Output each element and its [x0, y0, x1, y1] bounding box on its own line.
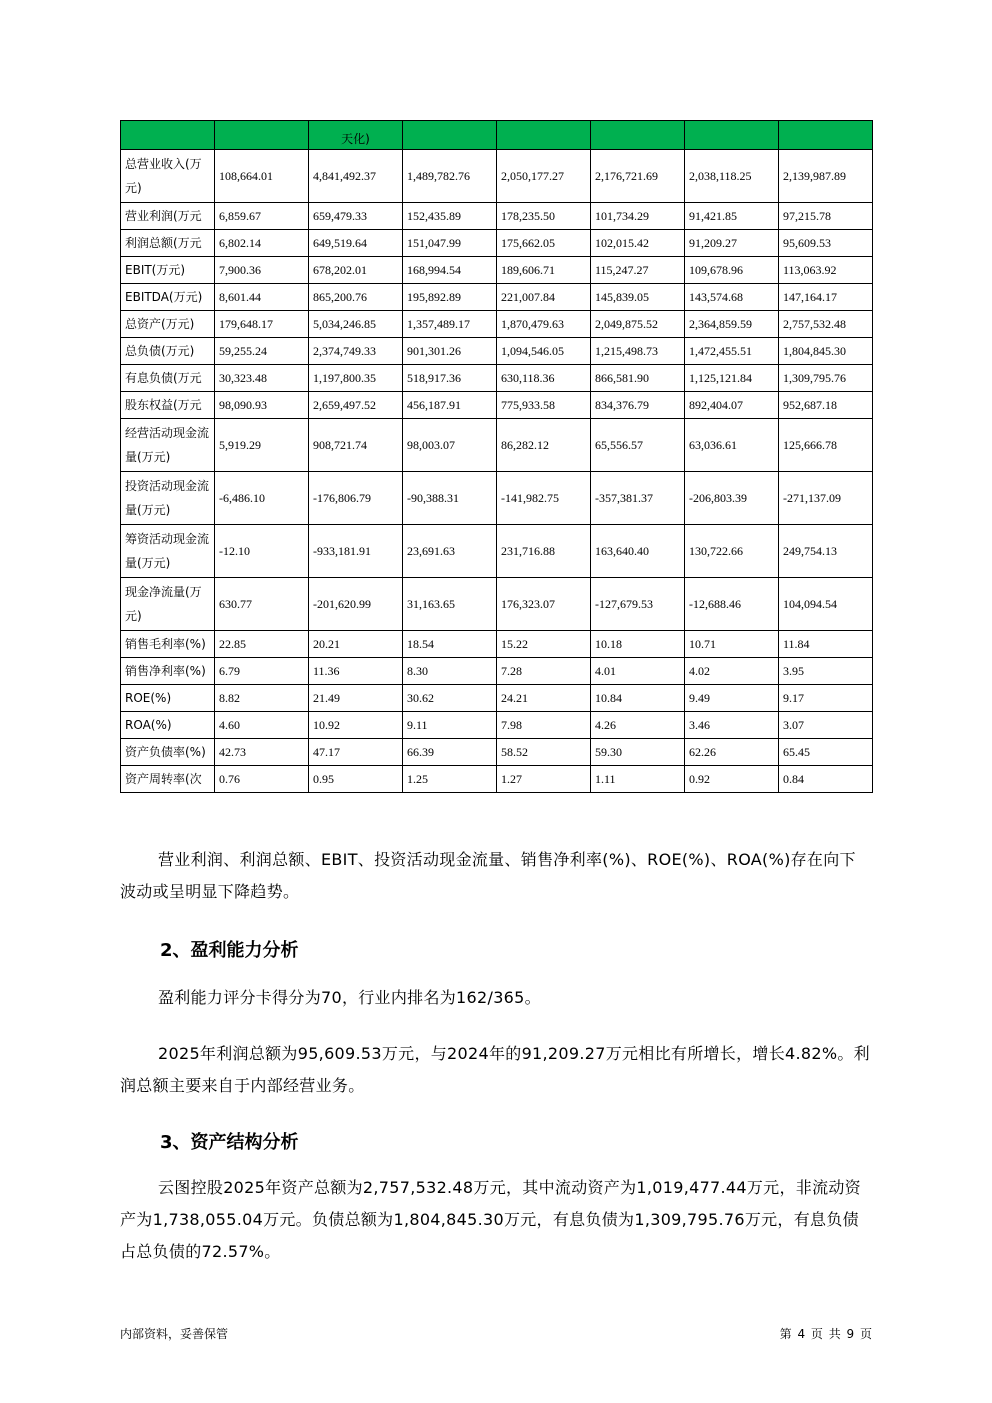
table-cell: 152,435.89: [403, 203, 497, 230]
footer-page-number: 第 4 页 共 9 页: [779, 1327, 872, 1341]
header-cell: [403, 121, 497, 150]
table-cell: 3.07: [779, 712, 873, 739]
table-cell: 4.60: [215, 712, 309, 739]
row-label: EBITDA(万元): [121, 284, 215, 311]
table-cell: 5,919.29: [215, 419, 309, 472]
table-row: [121, 284, 873, 311]
table-cell: 179,648.17: [215, 311, 309, 338]
table-cell: 7.28: [497, 658, 591, 685]
row-label: 销售毛利率(%): [121, 631, 215, 658]
table-cell: 47.17: [309, 739, 403, 766]
table-cell: 2,659,497.52: [309, 392, 403, 419]
table-cell: 649,519.64: [309, 230, 403, 257]
table-cell: 6,859.67: [215, 203, 309, 230]
row-label: 现金净流量(万元): [121, 578, 215, 631]
table-row: [121, 338, 873, 365]
table-cell: 189,606.71: [497, 257, 591, 284]
header-cell: [497, 121, 591, 150]
table-cell: 97,215.78: [779, 203, 873, 230]
table-cell: 2,049,875.52: [591, 311, 685, 338]
table-cell: 1,125,121.84: [685, 365, 779, 392]
table-cell: 62.26: [685, 739, 779, 766]
section-2-paragraph-2: 2025年利润总额为95,609.53万元，与2024年的91,209.27万元相比有所增长，增长4.82%。利润总额主要来自于内部经营业务。: [120, 1044, 870, 1095]
table-cell: 1,094,546.05: [497, 338, 591, 365]
table-cell: 4.01: [591, 658, 685, 685]
table-cell: 66.39: [403, 739, 497, 766]
table-cell: 42.73: [215, 739, 309, 766]
table-cell: 63,036.61: [685, 419, 779, 472]
table-cell: 4,841,492.37: [309, 150, 403, 203]
table-cell: 2,050,177.27: [497, 150, 591, 203]
table-cell: 109,678.96: [685, 257, 779, 284]
table-row: [121, 631, 873, 658]
table-row: [121, 472, 873, 525]
table-cell: 2,374,749.33: [309, 338, 403, 365]
table-cell: 18.54: [403, 631, 497, 658]
table-cell: 659,479.33: [309, 203, 403, 230]
table-cell: 59.30: [591, 739, 685, 766]
table-cell: 151,047.99: [403, 230, 497, 257]
table-cell: -206,803.39: [685, 472, 779, 525]
table-cell: -127,679.53: [591, 578, 685, 631]
table-cell: 115,247.27: [591, 257, 685, 284]
table-row: [121, 365, 873, 392]
table-cell: 15.22: [497, 631, 591, 658]
table-cell: 65,556.57: [591, 419, 685, 472]
table-cell: -357,381.37: [591, 472, 685, 525]
row-label: ROA(%): [121, 712, 215, 739]
table-cell: 98,003.07: [403, 419, 497, 472]
table-cell: 86,282.12: [497, 419, 591, 472]
table-cell: -271,137.09: [779, 472, 873, 525]
table-cell: 178,235.50: [497, 203, 591, 230]
table-cell: 3.46: [685, 712, 779, 739]
table-cell: -12,688.46: [685, 578, 779, 631]
table-cell: 24.21: [497, 685, 591, 712]
row-label: 有息负债(万元: [121, 365, 215, 392]
table-cell: 101,734.29: [591, 203, 685, 230]
row-label: 经营活动现金流量(万元): [121, 419, 215, 472]
table-cell: 8.82: [215, 685, 309, 712]
table-cell: 21.49: [309, 685, 403, 712]
table-cell: 11.84: [779, 631, 873, 658]
table-cell: 175,662.05: [497, 230, 591, 257]
row-label: ROE(%): [121, 685, 215, 712]
table-row: [121, 525, 873, 578]
table-cell: 901,301.26: [403, 338, 497, 365]
table-cell: 168,994.54: [403, 257, 497, 284]
table-cell: 176,323.07: [497, 578, 591, 631]
table-cell: 2,139,987.89: [779, 150, 873, 203]
table-cell: 1,309,795.76: [779, 365, 873, 392]
table-cell: 249,754.13: [779, 525, 873, 578]
table-row: [121, 230, 873, 257]
table-cell: 59,255.24: [215, 338, 309, 365]
table-cell: 866,581.90: [591, 365, 685, 392]
table-cell: -933,181.91: [309, 525, 403, 578]
table-row: [121, 739, 873, 766]
table-cell: 163,640.40: [591, 525, 685, 578]
table-cell: 4.26: [591, 712, 685, 739]
table-cell: 1,215,498.73: [591, 338, 685, 365]
table-cell: 1,804,845.30: [779, 338, 873, 365]
table-cell: 1.25: [403, 766, 497, 793]
table-row: [121, 311, 873, 338]
table-cell: 0.76: [215, 766, 309, 793]
table-cell: 125,666.78: [779, 419, 873, 472]
table-cell: 908,721.74: [309, 419, 403, 472]
row-label: 筹资活动现金流量(万元): [121, 525, 215, 578]
table-cell: 22.85: [215, 631, 309, 658]
row-label: 股东权益(万元: [121, 392, 215, 419]
table-cell: 10.71: [685, 631, 779, 658]
table-cell: 104,094.54: [779, 578, 873, 631]
table-cell: 6.79: [215, 658, 309, 685]
table-cell: 9.17: [779, 685, 873, 712]
summary-paragraph: 营业利润、利润总额、EBIT、投资活动现金流量、销售净利率(%)、ROE(%)、ROA(%)存在向下波动或呈明显下降趋势。: [120, 850, 856, 901]
table-cell: 108,664.01: [215, 150, 309, 203]
row-label: 营业利润(万元: [121, 203, 215, 230]
table-cell: 5,034,246.85: [309, 311, 403, 338]
row-label: 投资活动现金流量(万元): [121, 472, 215, 525]
header-cell: [591, 121, 685, 150]
table-cell: 91,421.85: [685, 203, 779, 230]
table-cell: 147,164.17: [779, 284, 873, 311]
table-cell: 456,187.91: [403, 392, 497, 419]
table-row: [121, 419, 873, 472]
table-cell: 0.84: [779, 766, 873, 793]
table-cell: 20.21: [309, 631, 403, 658]
table-row: [121, 257, 873, 284]
table-cell: 8.30: [403, 658, 497, 685]
section-2-paragraph-1: 盈利能力评分卡得分为70，行业内排名为162/365。: [158, 988, 541, 1007]
section-3-paragraph-1: 云图控股2025年资产总额为2,757,532.48万元，其中流动资产为1,019,477.44万元，非流动资产为1,738,055.04万元。负债总额为1,804,845.30万元，有息负债为1,309,795.76万元，有息负债占总负债的72.57%。: [120, 1178, 861, 1261]
header-cell: [685, 121, 779, 150]
table-cell: 10.84: [591, 685, 685, 712]
table-cell: 865,200.76: [309, 284, 403, 311]
table-row: [121, 712, 873, 739]
header-cell: [779, 121, 873, 150]
header-cell: [121, 121, 215, 150]
table-row: [121, 766, 873, 793]
table-cell: 30.62: [403, 685, 497, 712]
table-cell: 65.45: [779, 739, 873, 766]
table-cell: 2,757,532.48: [779, 311, 873, 338]
table-row: [121, 203, 873, 230]
table-cell: 195,892.89: [403, 284, 497, 311]
table-cell: 4.02: [685, 658, 779, 685]
row-label: 总负债(万元): [121, 338, 215, 365]
table-cell: 31,163.65: [403, 578, 497, 631]
row-label: EBIT(万元): [121, 257, 215, 284]
table-cell: 10.18: [591, 631, 685, 658]
table-cell: 231,716.88: [497, 525, 591, 578]
table-cell: 9.49: [685, 685, 779, 712]
footer-confidential-note: 内部资料，妥善保管: [120, 1327, 229, 1341]
row-label: 利润总额(万元: [121, 230, 215, 257]
row-label: 资产负债率(%): [121, 739, 215, 766]
table-cell: 2,364,859.59: [685, 311, 779, 338]
table-cell: 2,038,118.25: [685, 150, 779, 203]
section-2-heading: 2、盈利能力分析: [160, 940, 299, 961]
table-row: [121, 392, 873, 419]
table-cell: 1,489,782.76: [403, 150, 497, 203]
table-cell: -90,388.31: [403, 472, 497, 525]
table-cell: -6,486.10: [215, 472, 309, 525]
table-cell: 9.11: [403, 712, 497, 739]
table-cell: 1.27: [497, 766, 591, 793]
table-header-row: [121, 121, 873, 150]
table-cell: -176,806.79: [309, 472, 403, 525]
table-cell: 518,917.36: [403, 365, 497, 392]
table-cell: 91,209.27: [685, 230, 779, 257]
table-cell: 98,090.93: [215, 392, 309, 419]
table-cell: 7,900.36: [215, 257, 309, 284]
table-row: [121, 578, 873, 631]
table-cell: 102,015.42: [591, 230, 685, 257]
row-label: 总营业收入(万元): [121, 150, 215, 203]
table-cell: 130,722.66: [685, 525, 779, 578]
table-cell: 221,007.84: [497, 284, 591, 311]
table-cell: 1.11: [591, 766, 685, 793]
table-cell: 30,323.48: [215, 365, 309, 392]
table-cell: 1,870,479.63: [497, 311, 591, 338]
table-cell: 0.95: [309, 766, 403, 793]
table-cell: 6,802.14: [215, 230, 309, 257]
table-row: [121, 150, 873, 203]
table-cell: -201,620.99: [309, 578, 403, 631]
table-cell: 7.98: [497, 712, 591, 739]
table-cell: -12.10: [215, 525, 309, 578]
table-cell: 630.77: [215, 578, 309, 631]
table-cell: 834,376.79: [591, 392, 685, 419]
row-label: 销售净利率(%): [121, 658, 215, 685]
table-cell: 1,472,455.51: [685, 338, 779, 365]
table-cell: 1,357,489.17: [403, 311, 497, 338]
table-cell: 95,609.53: [779, 230, 873, 257]
table-cell: 8,601.44: [215, 284, 309, 311]
header-cell: [215, 121, 309, 150]
table-cell: 145,839.05: [591, 284, 685, 311]
section-3-heading: 3、资产结构分析: [160, 1132, 299, 1153]
table-cell: 23,691.63: [403, 525, 497, 578]
row-label: 资产周转率(次: [121, 766, 215, 793]
table-cell: 775,933.58: [497, 392, 591, 419]
table-cell: 0.92: [685, 766, 779, 793]
table-cell: 58.52: [497, 739, 591, 766]
row-label: 总资产(万元): [121, 311, 215, 338]
table-cell: 10.92: [309, 712, 403, 739]
table-cell: 678,202.01: [309, 257, 403, 284]
table-cell: 113,063.92: [779, 257, 873, 284]
table-cell: 3.95: [779, 658, 873, 685]
table-cell: 630,118.36: [497, 365, 591, 392]
table-cell: 11.36: [309, 658, 403, 685]
table-cell: 952,687.18: [779, 392, 873, 419]
table-cell: 2,176,721.69: [591, 150, 685, 203]
header-cell: 天化): [309, 121, 403, 150]
table-cell: -141,982.75: [497, 472, 591, 525]
table-row: [121, 685, 873, 712]
table-cell: 143,574.68: [685, 284, 779, 311]
table-row: [121, 658, 873, 685]
table-cell: 892,404.07: [685, 392, 779, 419]
financial-table: [120, 120, 873, 793]
table-cell: 1,197,800.35: [309, 365, 403, 392]
